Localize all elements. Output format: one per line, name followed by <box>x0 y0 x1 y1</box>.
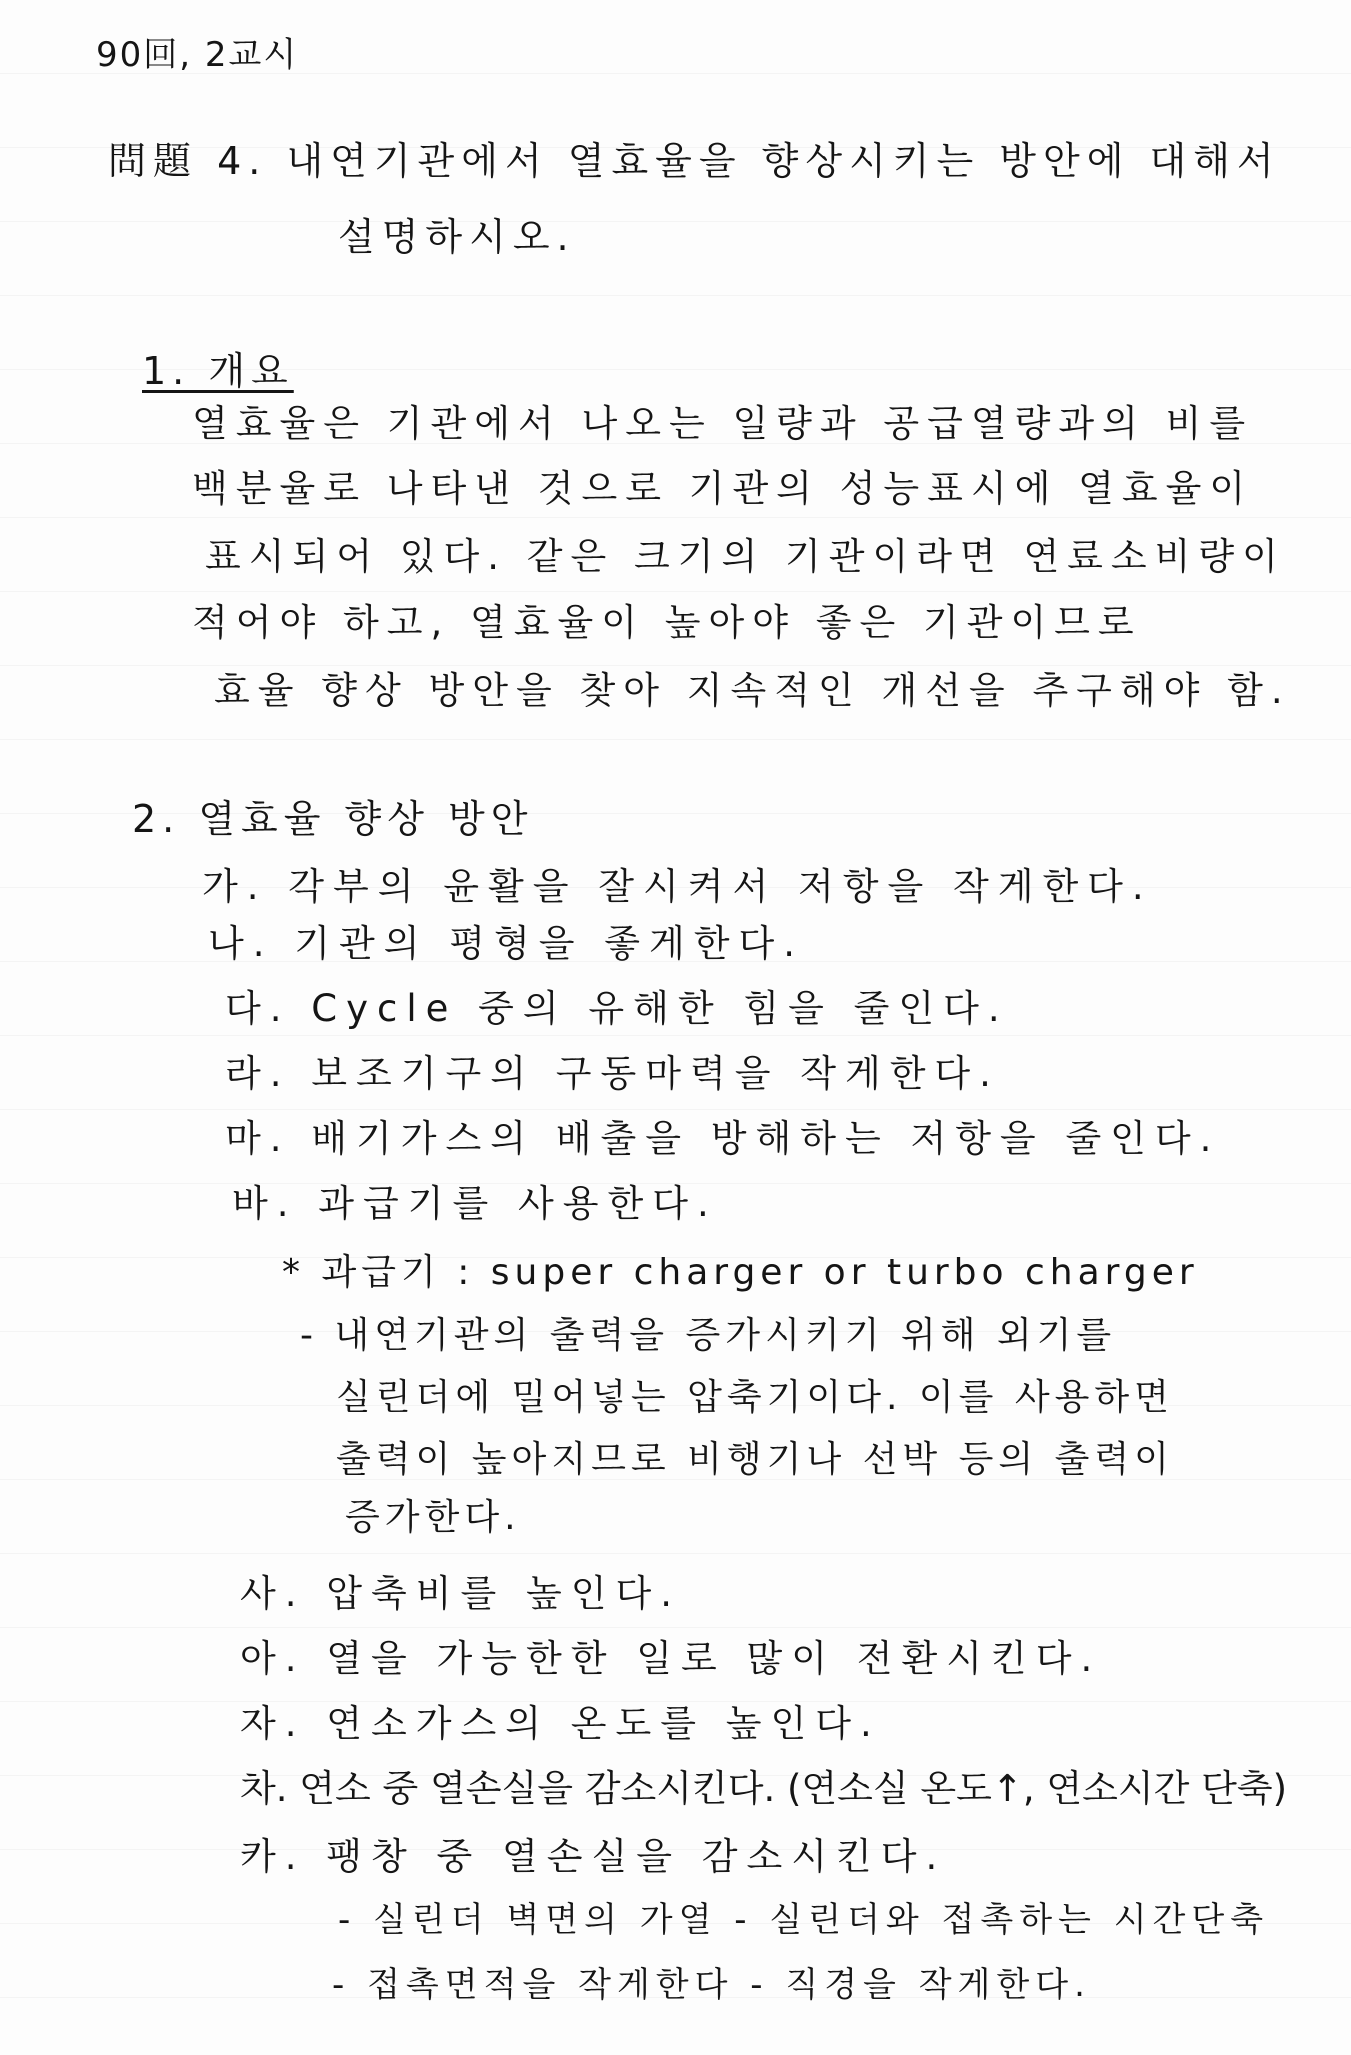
section-2-heading: 2. 열효율 향상 방안 <box>132 797 534 841</box>
method-item-da: 다. Cycle 중의 유해한 힘을 줄인다. <box>225 987 1009 1030</box>
overview-line-2: 백분율로 나타낸 것으로 기관의 성능표시에 열효율이 <box>192 467 1254 510</box>
overview-line-4: 적어야 하고, 열효율이 높아야 좋은 기관이므로 <box>192 601 1142 644</box>
question-text-2: 설명하시오. <box>338 215 576 259</box>
overview-line-3: 표시되어 있다. 같은 크기의 기관이라면 연료소비량이 <box>205 535 1286 578</box>
overview-line-1: 열효율은 기관에서 나오는 일량과 공급열량과의 비를 <box>192 402 1254 445</box>
question-line-1 <box>108 139 1281 183</box>
heat-loss-sub-line-2: - 접촉면적을 작게한다 - 직경을 작게한다. <box>332 1965 1091 2005</box>
exam-round: 90回 <box>96 35 180 75</box>
exam-header <box>96 35 299 75</box>
supercharger-note-line-2: 실린더에 밀어넣는 압축기이다. 이를 사용하면 <box>336 1377 1174 1418</box>
method-item-ga: 가. 각부의 윤활을 잘시켜서 저항을 작게한다. <box>202 865 1153 908</box>
supercharger-note-title: * 과급기 : super charger or turbo charger <box>282 1252 1199 1293</box>
supercharger-note-line-3: 출력이 높아지므로 비행기나 선박 등의 출력이 <box>336 1439 1174 1480</box>
heat-loss-sub-line-1: - 실린더 벽면의 가열 - 실린더와 접촉하는 시간단축 <box>338 1900 1270 1940</box>
method-item-a: 아. 열을 가능한한 일로 많이 전환시킨다. <box>240 1637 1102 1680</box>
method-item-ra: 라. 보조기구의 구동마력을 작게한다. <box>225 1052 1000 1095</box>
supercharger-note-line-1: - 내연기관의 출력을 증가시키기 위해 외기를 <box>300 1315 1117 1356</box>
method-item-ma: 마. 배기가스의 배출을 방해하는 저항을 줄인다. <box>225 1117 1221 1160</box>
method-item-ja: 자. 연소가스의 온도를 높인다. <box>240 1702 881 1745</box>
method-item-sa: 사. 압축비를 높인다. <box>240 1572 681 1615</box>
method-item-cha: 차. 연소 중 열손실을 감소시킨다. (연소실 온도↑, 연소시간 단축) <box>240 1767 1288 1810</box>
supercharger-note-line-4: 증가한다. <box>345 1497 521 1538</box>
question-line-2 <box>338 215 576 259</box>
question-text-1: 내연기관에서 열효율을 향상시키는 방안에 대해서 <box>286 139 1281 183</box>
section-1-heading: 1. 개요 <box>142 349 294 393</box>
exam-period: 2교시 <box>204 35 299 75</box>
overview-line-5: 효율 향상 방안을 찾아 지속적인 개선을 추구해야 함. <box>214 669 1291 712</box>
method-item-ka: 카. 팽창 중 열손실을 감소시킨다. <box>240 1835 947 1878</box>
method-item-ba: 바. 과급기를 사용한다. <box>232 1182 718 1225</box>
method-item-na: 나. 기관의 평형을 좋게한다. <box>208 922 804 965</box>
header-comma: , <box>179 35 205 75</box>
question-label: 問題 4. <box>108 139 268 183</box>
